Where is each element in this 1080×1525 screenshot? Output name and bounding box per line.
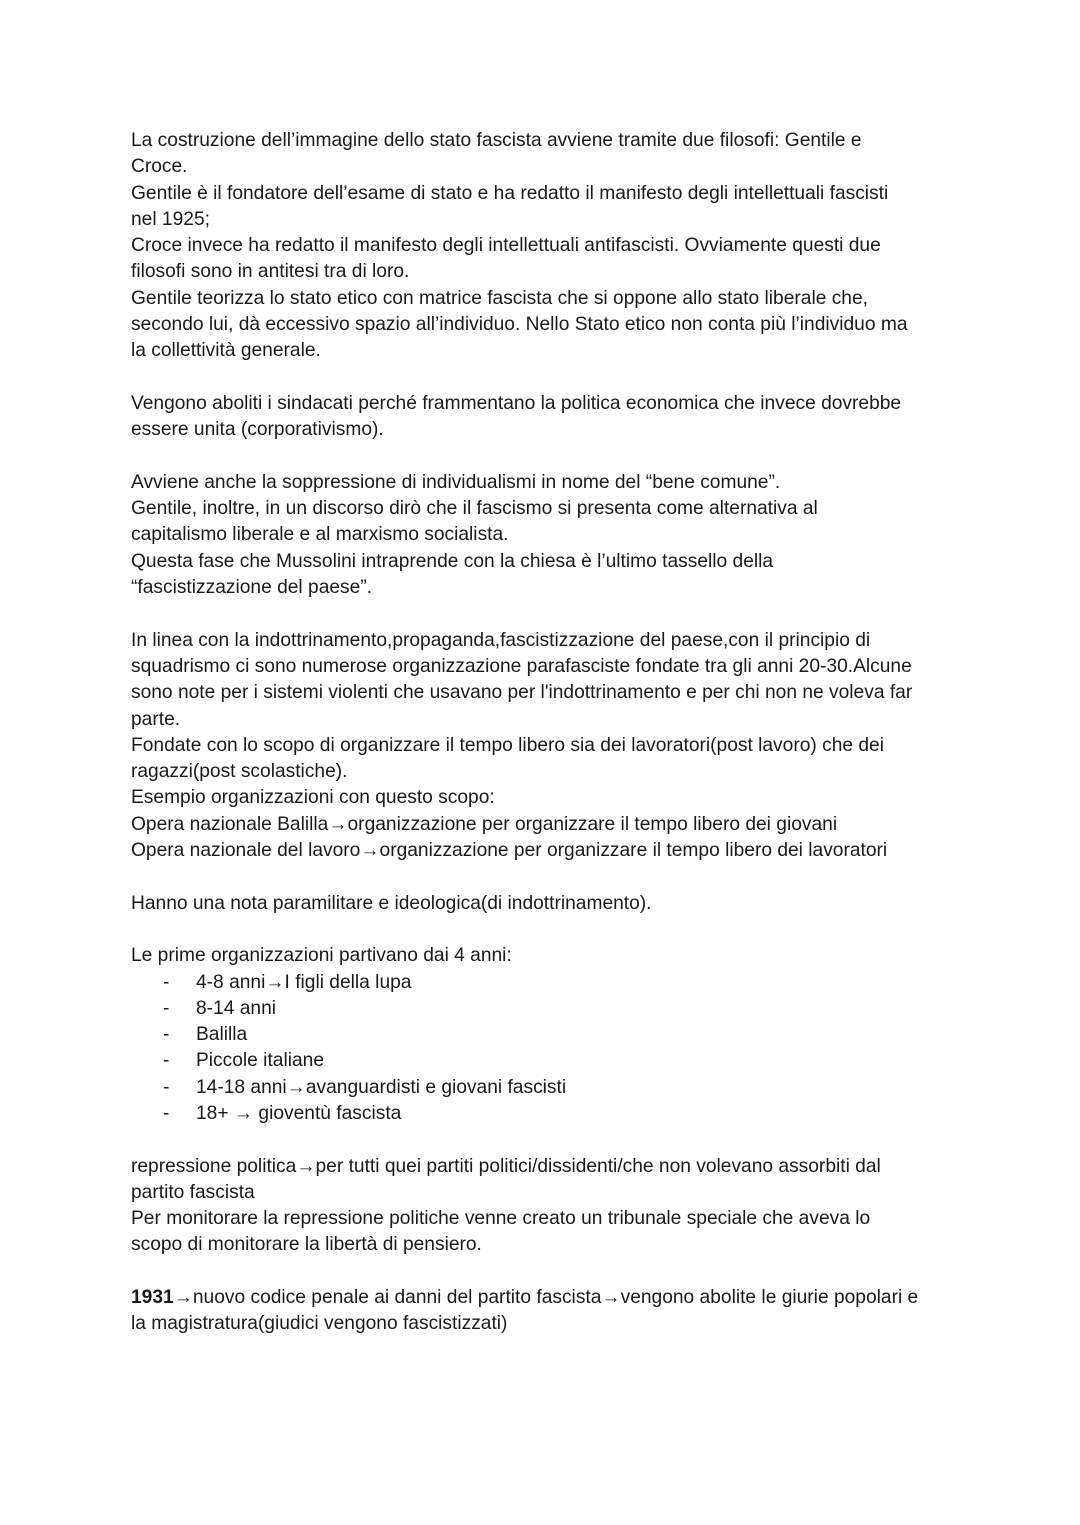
list-item xyxy=(131,1022,961,1048)
text-line: ragazzi(post scolastiche). xyxy=(131,761,348,783)
text-line: “fascistizzazione del paese”. xyxy=(131,577,373,599)
text-line: Questa fase che Mussolini intraprende con la chiesa è l’ultimo tassello della xyxy=(131,550,774,572)
paragraph-repressione xyxy=(131,1154,961,1259)
text-line: scopo di monitorare la libertà di pensiero. xyxy=(131,1234,482,1256)
text-line: Gentile, inoltre, in un discorso dirò che il fascismo si presenta come alternativa al xyxy=(131,498,818,520)
list-item xyxy=(131,996,961,1022)
paragraph-codice-penale xyxy=(131,1285,961,1338)
list-bullet: - xyxy=(163,1024,170,1046)
text-line: La costruzione dell’immagine dello stato fascista avviene tramite due filosofi: Gentile e xyxy=(131,130,862,151)
text-line: partito fascista xyxy=(131,1181,255,1203)
list-item xyxy=(131,1101,961,1127)
text-line: secondo lui, dà eccessivo spazio all’individuo. Nello Stato etico non conta più l’individuo ma xyxy=(131,314,908,336)
list-item xyxy=(131,1048,961,1074)
text-line: Per monitorare la repressione politiche venne creato un tribunale speciale che aveva lo xyxy=(131,1208,871,1230)
text-line: In linea con la indottrinamento,propaganda,fascistizzazione del paese,con il principio di xyxy=(131,629,871,651)
paragraph-paramilitare xyxy=(131,891,961,917)
text-line: Vengono aboliti i sindacati perché frammentano la politica economica che invece dovrebbe xyxy=(131,392,902,414)
list-bullet: - xyxy=(163,1076,170,1098)
list-item xyxy=(131,970,961,996)
text-segment: →nuovo codice penale ai danni del partito fascista→vengono abolite le giurie popolari e xyxy=(173,1287,919,1309)
list-item xyxy=(131,1075,961,1101)
text-line: Opera nazionale Balilla→organizzazione per organizzare il tempo libero dei giovani xyxy=(131,813,838,835)
text-line: parte. xyxy=(131,708,181,730)
paragraph-stato-etico xyxy=(131,128,961,365)
text-line: Avviene anche la soppressione di individualismi in nome del “bene comune”. xyxy=(131,471,781,493)
text-line: Gentile è il fondatore dell’esame di stato e ha redatto il manifesto degli intellettuali fascisti xyxy=(131,182,889,204)
paragraph-organizzazioni xyxy=(131,628,961,865)
document-page xyxy=(131,128,961,1338)
list-bullet: - xyxy=(163,1102,170,1124)
text-line: la magistratura(giudici vengono fascistizzati) xyxy=(131,1313,508,1335)
list-item-text: 18+ → gioventù fascista xyxy=(196,1102,402,1124)
year-label: 1931 xyxy=(131,1287,174,1309)
text-line: repressione politica→per tutti quei partiti politici/dissidenti/che non volevano assorbiti dal xyxy=(131,1155,881,1177)
text-line: Hanno una nota paramilitare e ideologica(di indottrinamento). xyxy=(131,892,652,914)
paragraph-gap xyxy=(131,444,961,470)
list-intro: Le prime organizzazioni partivano dai 4 anni: xyxy=(131,945,512,967)
list-bullet: - xyxy=(163,997,170,1019)
text-line: Croce invece ha redatto il manifesto degli intellettuali antifascisti. Ovviamente questi due xyxy=(131,235,881,257)
text-line: squadrismo ci sono numerose organizzazione parafasciste fondate tra gli anni 20-30.Alcune xyxy=(131,655,912,677)
text-line: filosofi sono in antitesi tra di loro. xyxy=(131,261,410,283)
paragraph-eta xyxy=(131,943,961,1127)
list-bullet: - xyxy=(163,1050,170,1072)
paragraph-gap xyxy=(131,1259,961,1285)
paragraph-gap xyxy=(131,601,961,627)
list-item-text: 8-14 anni xyxy=(196,997,277,1019)
list-item-text: Balilla xyxy=(196,1024,248,1046)
text-line: sono note per i sistemi violenti che usavano per l'indottrinamento e per chi non ne voleva far xyxy=(131,682,913,704)
text-line: nel 1925; xyxy=(131,208,210,230)
paragraph-gap xyxy=(131,917,961,943)
text-line: Gentile teorizza lo stato etico con matrice fascista che si oppone allo stato liberale che, xyxy=(131,287,868,309)
text-line: capitalismo liberale e al marxismo socialista. xyxy=(131,524,509,546)
text-line: Fondate con lo scopo di organizzare il tempo libero sia dei lavoratori(post lavoro) che dei xyxy=(131,734,884,756)
paragraph-bene-comune xyxy=(131,470,961,601)
text-line: essere unita (corporativismo). xyxy=(131,419,384,441)
text-line: la collettività generale. xyxy=(131,340,321,362)
paragraph-gap xyxy=(131,864,961,890)
age-list xyxy=(131,970,961,1128)
text-line: Esempio organizzazioni con questo scopo: xyxy=(131,787,495,809)
paragraph-sindacati xyxy=(131,391,961,444)
paragraph-gap xyxy=(131,1127,961,1153)
text-line: Croce. xyxy=(131,156,188,178)
list-item-text: 4-8 anni→I figli della lupa xyxy=(196,971,412,993)
list-item-text: 14-18 anni→avanguardisti e giovani fascisti xyxy=(196,1076,567,1098)
list-bullet: - xyxy=(163,971,170,993)
text-line: Opera nazionale del lavoro→organizzazione per organizzare il tempo libero dei lavoratori xyxy=(131,840,888,862)
list-item-text: Piccole italiane xyxy=(196,1050,324,1072)
text-line xyxy=(131,1285,961,1311)
paragraph-gap xyxy=(131,365,961,391)
